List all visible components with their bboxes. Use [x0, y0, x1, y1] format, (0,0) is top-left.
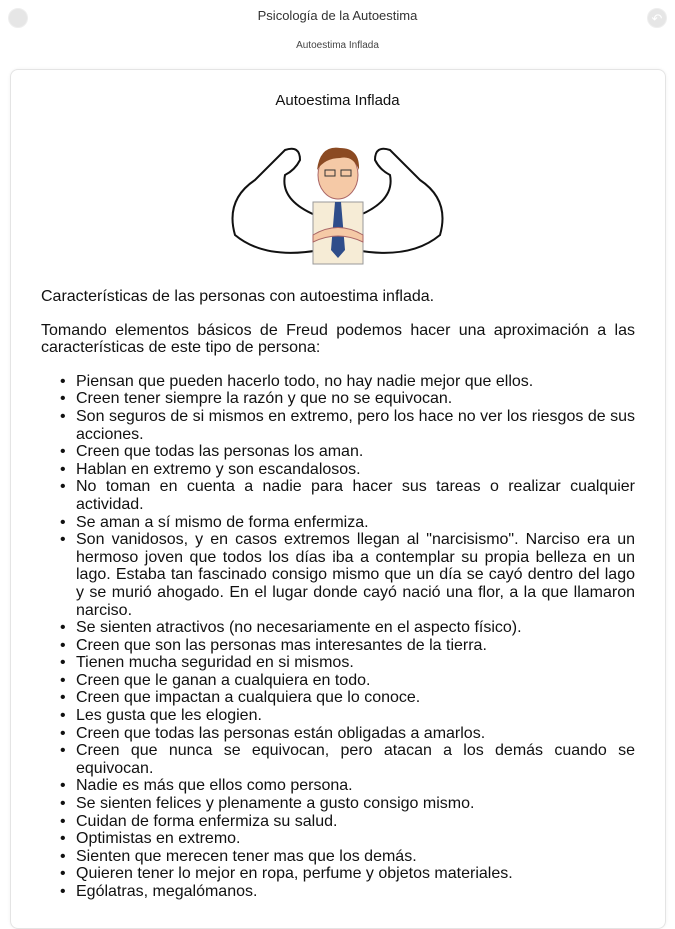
list-item: • Les gusta que les elogien.: [41, 707, 635, 725]
back-arrow-icon: ↶: [651, 11, 663, 26]
list-item: • Se aman a sí mismo de forma enfermiza.: [41, 514, 635, 532]
list-item: • Sienten que merecen tener mas que los demás.: [41, 848, 635, 866]
back-button[interactable]: [647, 8, 667, 28]
list-item: • Creen que nunca se equivocan, pero atacan a los demás cuando se equivocan.: [41, 742, 635, 777]
list-item: • Hablan en extremo y son escandalosos.: [41, 461, 635, 479]
list-item: • Tienen mucha seguridad en si mismos.: [41, 654, 635, 672]
list-item: • Creen que son las personas mas interesantes de la tierra.: [41, 637, 635, 655]
list-item: • Nadie es más que ellos como persona.: [41, 777, 635, 795]
list-item: • Cuidan de forma enfermiza su salud.: [41, 813, 635, 831]
list-item: • Creen que todas las personas los aman.: [41, 443, 635, 461]
page-subtitle: Autoestima Inflada: [296, 40, 379, 51]
list-item: • Quieren tener lo mejor en ropa, perfume y objetos materiales.: [41, 865, 635, 883]
list-item: • Se sienten atractivos (no necesariamente en el aspecto físico).: [41, 619, 635, 637]
list-item: • Piensan que pueden hacerlo todo, no hay nadie mejor que ellos.: [41, 373, 635, 391]
list-item: • Creen tener siempre la razón y que no se equivocan.: [41, 390, 635, 408]
list-item: • Creen que le ganan a cualquiera en todo.: [41, 672, 635, 690]
section-title: Características de las personas con autoestima inflada.: [41, 288, 435, 305]
list-item: • Son seguros de si mismos en extremo, pero los hace no ver los riesgos de sus acciones.: [41, 408, 635, 443]
muscular-man-illustration: [225, 140, 450, 265]
article-heading: Autoestima Inflada: [275, 92, 400, 109]
characteristics-list: [41, 373, 635, 901]
list-item: • Creen que impactan a cualquiera que lo conoce.: [41, 689, 635, 707]
list-item: • No toman en cuenta a nadie para hacer sus tareas o realizar cualquier actividad.: [41, 478, 635, 513]
app-title: Psicología de la Autoestima: [257, 8, 418, 23]
article-body: [41, 288, 635, 901]
list-item: • Se sienten felices y plenamente a gusto consigo mismo.: [41, 795, 635, 813]
list-item: • Son vanidosos, y en casos extremos llegan al "narcisismo". Narciso era un hermoso joven que todos los días iba a contemplar su propia belleza en un lago. Estaba tan fascinado consigo mismo que un día se cayó dentro del lago y se murió ahogado. En el lugar donde cayó nació una flor, a la que llamaron narciso.: [41, 531, 635, 619]
intro-paragraph: Tomando elementos básicos de Freud podemos hacer una aproximación a las características de este tipo de persona:: [41, 321, 635, 357]
list-item: • Optimistas en extremo.: [41, 830, 635, 848]
list-item: • Ególatras, megalómanos.: [41, 883, 635, 901]
app-header: [0, 0, 675, 66]
list-item: • Creen que todas las personas están obligadas a amarlos.: [41, 725, 635, 743]
